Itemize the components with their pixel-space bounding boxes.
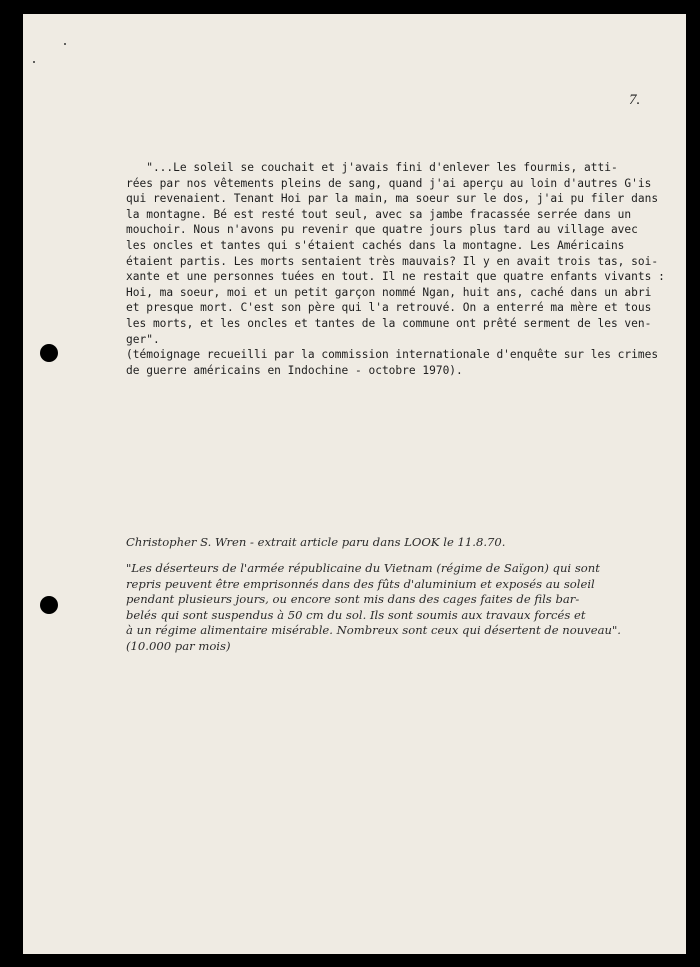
punch-hole-top	[40, 344, 58, 362]
text-line: de guerre américains en Indochine - octobre 1970).	[126, 363, 463, 377]
text-line: Hoi, ma soeur, moi et un petit garçon nommé Ngan, huit ans, caché dans un abri	[126, 285, 652, 299]
paper-speck	[33, 61, 35, 63]
text-line: et presque mort. C'est son père qui l'a retrouvé. On a enterré ma mère et tous	[126, 301, 652, 315]
text-line: (témoignage recueilli par la commission internationale d'enquête sur les crimes	[126, 348, 659, 361]
text-line: xante et une personnes tuées en tout. Il ne restait que quatre enfants vivants :	[126, 270, 665, 284]
source-note	[126, 347, 658, 378]
text-line: qui revenaient. Tenant Hoi par la main, ma soeur sur le dos, j'ai pu filer dans	[126, 192, 659, 206]
text-line: la montagne. Bé est resté tout seul, avec sa jambe fracassée serrée dans un	[126, 207, 632, 221]
text-line: repris peuvent être emprisonnés dans des fûts d'aluminium et exposés au soleil	[126, 576, 595, 591]
article-quote	[126, 561, 621, 655]
text-line: les oncles et tantes qui s'étaient cachés dans la montagne. Les Américains	[126, 238, 625, 252]
document-page	[23, 14, 686, 954]
text-line: à un régime alimentaire misérable. Nombreux sont ceux qui désertent de nouveau".	[126, 623, 621, 638]
testimony-paragraph	[126, 160, 665, 347]
text-line: "Les déserteurs de l'armée républicaine du Vietnam (régime de Saïgon) qui sont	[126, 561, 600, 575]
text-line: (10.000 par mois)	[126, 638, 231, 653]
paper-speck	[64, 43, 66, 45]
page-number: 7.	[629, 92, 641, 108]
text-line: ger".	[126, 332, 160, 346]
text-line: les morts, et les oncles et tantes de la commune ont prêté serment de les ven-	[126, 316, 652, 330]
punch-hole-bottom	[40, 596, 58, 614]
text-line: pendant plusieurs jours, ou encore sont mis dans des cages faites de fils bar-	[126, 592, 580, 607]
text-line: "...Le soleil se couchait et j'avais fini d'enlever les fourmis, atti-	[126, 161, 618, 174]
text-line: rées par nos vêtements pleins de sang, quand j'ai aperçu au loin d'autres G'is	[126, 176, 652, 190]
text-line: étaient partis. Les morts sentaient très mauvais? Il y en avait trois tas, soi-	[126, 254, 659, 268]
text-line: belés qui sont suspendus à 50 cm du sol. Ils sont soumis aux travaux forcés et	[126, 607, 586, 622]
article-heading: Christopher S. Wren - extrait article paru dans LOOK le 11.8.70.	[126, 535, 506, 549]
text-line: mouchoir. Nous n'avons pu revenir que quatre jours plus tard au village avec	[126, 223, 638, 237]
